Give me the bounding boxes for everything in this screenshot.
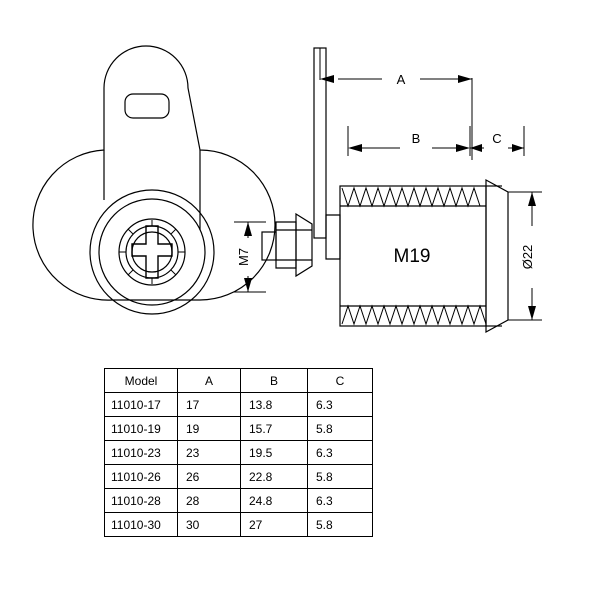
cell-model: 11010-17 <box>105 393 178 417</box>
table-row <box>105 513 373 537</box>
cell-model: 11010-26 <box>105 465 178 489</box>
cell-b: 15.7 <box>241 417 308 441</box>
thread-top <box>342 188 480 206</box>
cell-b: 19.5 <box>241 441 308 465</box>
cell-b: 24.8 <box>241 489 308 513</box>
cell-a: 19 <box>178 417 241 441</box>
cell-b: 22.8 <box>241 465 308 489</box>
cell-a: 17 <box>178 393 241 417</box>
cell-c: 6.3 <box>308 393 373 417</box>
table-row <box>105 465 373 489</box>
table-row <box>105 393 373 417</box>
model-dimensions-table <box>104 368 373 537</box>
dimension-label-b: B <box>411 131 421 146</box>
dimension-label-a: A <box>396 72 406 87</box>
table-row <box>105 489 373 513</box>
cell-b: 13.8 <box>241 393 308 417</box>
cell-a: 28 <box>178 489 241 513</box>
column-header-b: B <box>241 369 308 393</box>
cell-c: 6.3 <box>308 441 373 465</box>
lock-face-circles <box>90 190 214 314</box>
table-header-row <box>105 369 373 393</box>
dimension-label-c: C <box>492 131 502 146</box>
cell-c: 6.3 <box>308 489 373 513</box>
thread-size-label: M19 <box>393 246 431 267</box>
table-row <box>105 441 373 465</box>
right-view-body <box>262 48 508 332</box>
dimension-label-diameter-22: Ø22 <box>520 244 535 270</box>
cell-a: 30 <box>178 513 241 537</box>
cell-c: 5.8 <box>308 513 373 537</box>
dimension-a <box>320 48 472 160</box>
cell-model: 11010-30 <box>105 513 178 537</box>
thread-bottom <box>342 306 486 324</box>
cell-model: 11010-28 <box>105 489 178 513</box>
column-header-c: C <box>308 369 373 393</box>
column-header-model: Model <box>105 369 178 393</box>
cell-model: 11010-23 <box>105 441 178 465</box>
cell-model: 11010-19 <box>105 417 178 441</box>
cell-a: 26 <box>178 465 241 489</box>
keyway-wafer-ticks <box>119 220 185 284</box>
column-header-a: A <box>178 369 241 393</box>
dimension-label-m7: M7 <box>236 247 251 267</box>
cell-a: 23 <box>178 441 241 465</box>
cell-c: 5.8 <box>308 417 373 441</box>
dimension-b <box>348 126 470 156</box>
table-row <box>105 417 373 441</box>
cell-b: 27 <box>241 513 308 537</box>
cell-c: 5.8 <box>308 465 373 489</box>
keyway-cross <box>132 226 172 278</box>
